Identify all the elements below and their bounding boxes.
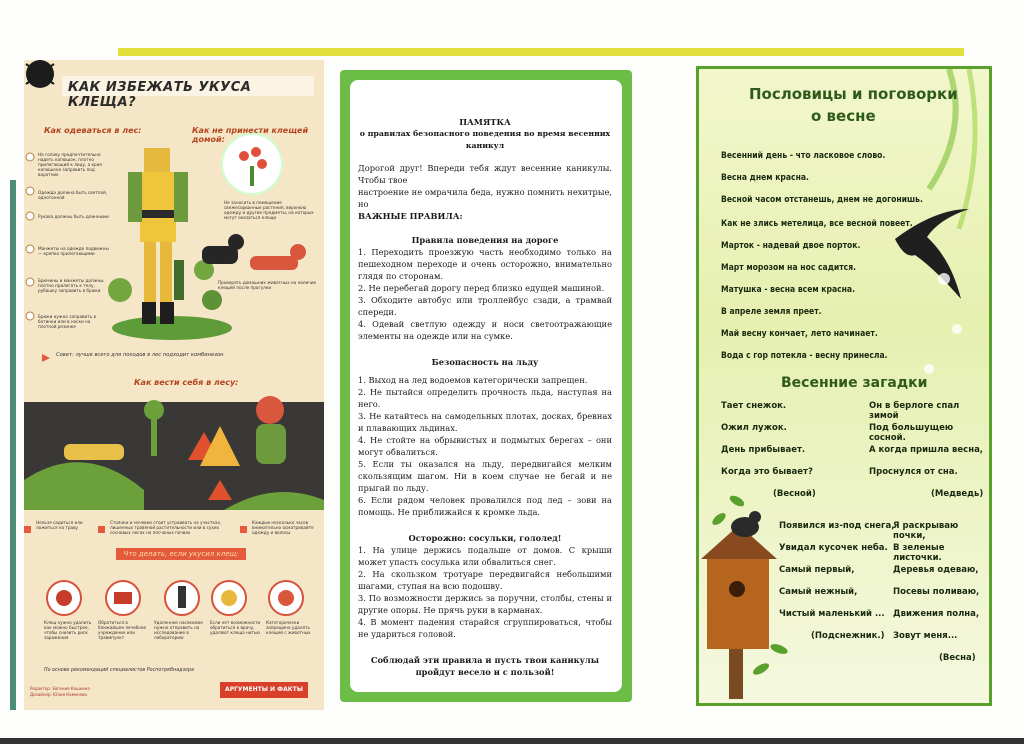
- memo-closing: Соблюдай эти правила и пусть твои каникулы: [370, 655, 600, 665]
- tick-icon: [26, 60, 54, 88]
- riddle-line: Посевы поливаю,: [893, 587, 980, 597]
- safety-memo-frame: [340, 70, 632, 702]
- bite-note: Клещ нужно удалить как можно быстрее, чтобы снизить риск заражения: [44, 620, 92, 640]
- proverb: В апреле земля преет.: [721, 307, 822, 317]
- birdhouse-icon: [701, 525, 777, 699]
- riddle-line: Я раскрываю почки,: [893, 521, 959, 541]
- riddle-line: Движения полна,: [893, 609, 980, 619]
- icicle-rule: 1. На улице держись подальше от домов. С крыши может упасть сосулька или обвалиться снег.: [358, 545, 612, 567]
- ice-rule: 4. Не стойте на обрывистых и подмытых берегах – они могут обвалиться.: [358, 435, 612, 457]
- bottom-edge: [0, 738, 1024, 744]
- road-heading: Правила поведения на дороге: [411, 235, 559, 245]
- tick-infographic: [24, 60, 324, 710]
- ice-rule: 6. Если рядом человек провалился под лед – зови на помощь. Не приближайся к кромке льда.: [358, 495, 612, 517]
- dress-item: Рукава должны быть длинными: [38, 214, 109, 219]
- ice-rule: 1. Выход на лед водоемов категорически запрещен.: [358, 375, 588, 385]
- road-rule: 2. Не перебегай дорогу перед близко едущей машиной.: [358, 283, 605, 293]
- icicle-rule: 3. По возможности держись за поручни, столбы, стены и другие опоры. Не прячь руки в карманах.: [358, 593, 612, 615]
- ice-rule: 2. Не пытайся определить прочность льда, наступая на него.: [358, 387, 612, 409]
- riddle-line: Ожил лужок.: [721, 423, 787, 433]
- memo-subtitle: о правилах безопасного поведения во время весенних каникул: [359, 129, 611, 150]
- top-decor-stripe: [118, 48, 964, 56]
- proverbs-title: Пословицы и поговорки: [749, 85, 958, 103]
- bite-note: Категорически запрещено удалять клещей с животных: [266, 620, 311, 635]
- riddle-line: Самый первый,: [779, 565, 855, 575]
- riddles-title: Весенние загадки: [781, 375, 928, 391]
- proverbs-title: о весне: [811, 107, 876, 125]
- hiker-figure: [112, 148, 232, 340]
- riddle-line: Он в берлоге спал зимой: [869, 401, 960, 421]
- proverb: Матушка - весна всем красна.: [721, 285, 855, 295]
- bite-icons: [47, 581, 303, 615]
- riddle-answer: (Весной): [773, 489, 816, 499]
- riddle-line: Увидал кусочек неба.: [779, 543, 888, 553]
- advice-note: Совет: лучше всего для походов в лес подходит комбинезон: [56, 352, 224, 358]
- pets: [202, 234, 306, 270]
- icicle-rule: 2. На скользком тротуаре передвигайся небольшими шагами, ступая на всю подошву.: [358, 569, 612, 591]
- behave-heading: Как вести себя в лесу:: [134, 378, 239, 387]
- bite-note: Если нет возможности обратиться к врачу, удаляют клеща нитью: [210, 620, 261, 635]
- riddle-line: День прибывает.: [721, 445, 806, 455]
- home-note: Проверять домашних животных на наличие клещей после прогулки: [218, 280, 317, 290]
- proverb: Вода с гор потекла - весну принесла.: [721, 351, 888, 361]
- dress-item: Одежда должна быть светлой, однотонной: [38, 190, 108, 200]
- memo-closing: пройдут весело и с пользой!: [415, 667, 555, 677]
- ice-rule: 5. Если ты оказался на льду, передвигайся мелким скользящим шагом. Ни в коем случае не бегай и не прыгай по льду.: [358, 459, 612, 493]
- spring-proverbs-panel: [696, 66, 992, 706]
- ice-heading: Безопасность на льду: [431, 357, 539, 367]
- proverb: Весна днем красна.: [721, 173, 809, 183]
- credits-line: Редактор: Евгения Кошкина: [30, 686, 90, 691]
- riddle-line: Деревья одеваю,: [893, 565, 979, 575]
- source-note: По основе рекомендаций специалистов Роспотребнадзора: [44, 668, 194, 673]
- memo-title: ПАМЯТКА: [459, 117, 511, 127]
- riddle-line: Зовут меня...: [893, 631, 958, 641]
- dress-item: Брюки нужно заправить в ботинки или в носки на плотной резинке: [38, 314, 96, 329]
- road-rule: 3. Обходите автобус или троллейбус сзади, а трамвай спереди.: [358, 295, 612, 317]
- dress-item: Манжеты на одежде подвижны — крепко прилегающими: [38, 246, 109, 256]
- proverb: Весенний день - что ласковое слово.: [721, 151, 886, 161]
- riddle-answer: (Медведь): [931, 489, 984, 499]
- ice-rule: 3. Не катайтесь на самодельных плотах, досках, бревнах и плавающих льдинах.: [358, 411, 612, 433]
- riddle-line: Тает снежок.: [721, 401, 787, 411]
- dress-item: Брючины и манжеты должны плотно прилегать к телу, рубашку заправить в брюки: [38, 278, 104, 293]
- riddle-line: Чистый маленький ...: [779, 609, 885, 619]
- riddle-line: Под большущею сосной.: [869, 423, 954, 443]
- behave-note: Каждые несколько часов внимательно осматривайте одежду и волосы: [252, 520, 314, 535]
- memo-intro-bold: ВАЖНЫЕ ПРАВИЛА:: [358, 211, 463, 221]
- proverb: Март морозом на нос садится.: [721, 263, 857, 273]
- aif-logo: АРГУМЕНТЫ И ФАКТЫ: [220, 682, 308, 698]
- dress-item: На голову предпочтительно надеть капюшон, плотно прилегающий к лицу, а края капюшона заправить под воротник: [38, 152, 102, 177]
- riddle-answer: (Весна): [939, 653, 976, 663]
- behave-note: Нельзя садиться или ложиться на траву: [36, 520, 83, 530]
- proverb: Как не злись метелица, все весной повеет.: [721, 219, 913, 229]
- riddle-line: Проснулся от сна.: [869, 467, 958, 477]
- icicle-rule: 4. В момент падения старайся сгруппироваться, чтобы не удариться головой.: [358, 617, 612, 639]
- left-decor-bar: [10, 180, 16, 710]
- road-rule: 1. Переходить проезжую часть необходимо только на пешеходном переходе и очень осторожно, внимательно глядя по сторонам.: [358, 247, 612, 281]
- memo-intro: Дорогой друг! Впереди тебя ждут весенние каникулы. Чтобы твое: [358, 163, 612, 185]
- riddle-line: Появился из-под снега,: [779, 521, 895, 531]
- icicle-heading: Осторожно: сосульки, гололед!: [408, 533, 562, 543]
- road-rule: 4. Одевай светлую одежду и носи светоотражающие элементы на одежде или на сумке.: [358, 319, 612, 341]
- forest-scene: [24, 396, 324, 510]
- starling-icon: [731, 511, 761, 537]
- proverb: Марток - надевай двое порток.: [721, 241, 861, 251]
- riddle-line: А когда пришла весна,: [869, 445, 984, 455]
- riddle-answer: (Подснежник.): [811, 631, 885, 641]
- bite-note: Удаленное насекомое нужно отправить на исследование в лабораторию: [154, 620, 203, 640]
- riddle-line: Самый нежный,: [779, 587, 858, 597]
- bite-note: Обратиться в ближайшее лечебное учреждение или травмпункт: [98, 620, 147, 640]
- proverb: Весной часом отстанешь, днем не догонишь.: [721, 195, 923, 205]
- tick-title: КАК ИЗБЕЖАТЬ УКУСА КЛЕЩА?: [68, 80, 252, 110]
- dress-heading: Как одеваться в лес:: [44, 126, 142, 135]
- credits-line: Дизайнер: Юлия Каменева: [30, 692, 87, 697]
- home-note: Не заносить в помещение свежесорванные растения, верхнюю одежду и другие предметы, на которых могут оказаться клещи: [224, 200, 314, 220]
- riddle-line: В зеленые листочки.: [893, 543, 945, 563]
- behave-note: Стоянки и ночевки стоит устраивать на участках, лишенных травяной растительности или в сухих сосновых лесах на песчаных почвах: [110, 520, 222, 535]
- safety-memo: [358, 116, 612, 678]
- proverb: Май весну кончает, лето начинает.: [721, 329, 878, 339]
- home-heading: Как не принести клещей домой:: [192, 126, 309, 144]
- riddle-line: Когда это бывает?: [721, 467, 813, 477]
- bite-heading: Что делать, если укусил клещ:: [116, 548, 246, 560]
- memo-intro: настроение не омрачила беда, нужно помнить нехитрые, но: [358, 187, 612, 209]
